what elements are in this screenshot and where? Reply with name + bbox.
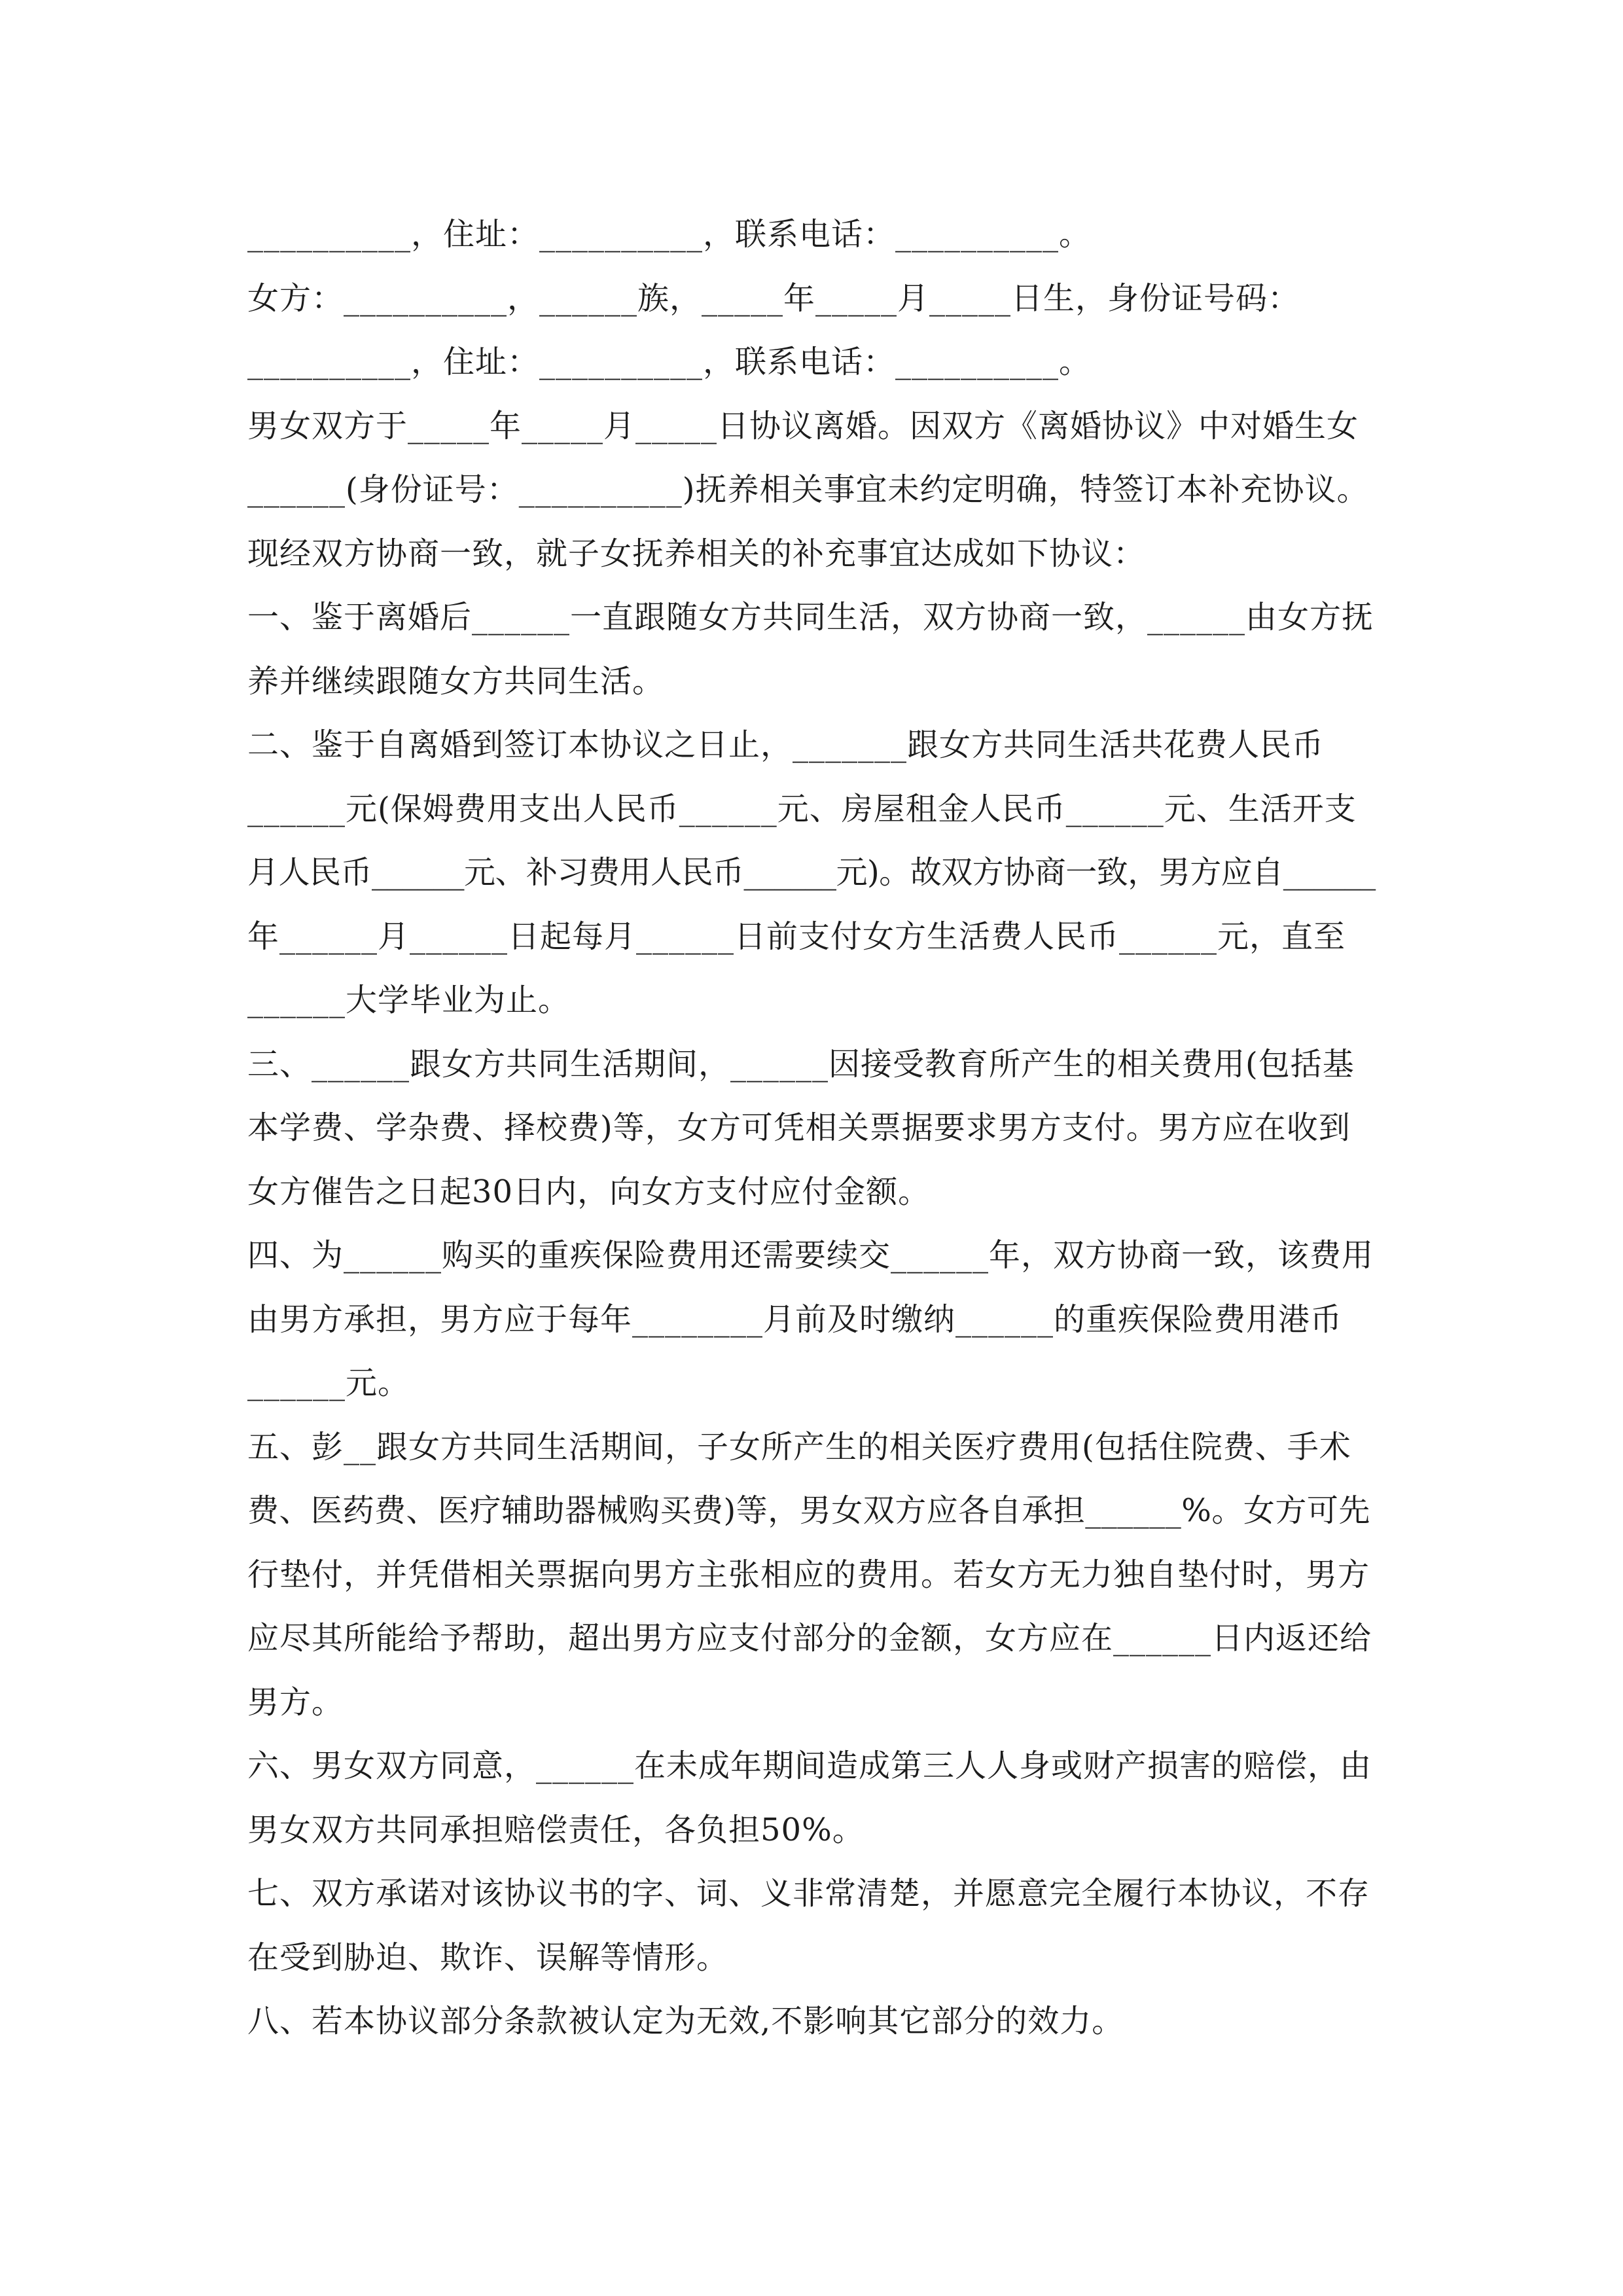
text-line: ______(身份证号：__________)抚养相关事宜未约定明确，特签订本补充协议。 [247,471,1369,508]
clause-7-line: 七、双方承诺对该协议书的字、词、义非常清楚，并愿意完全履行本协议，不存 [247,1875,1370,1912]
clause-8-line: 八、若本协议部分条款被认定为无效,不影响其它部分的效力。 [247,2003,1124,2039]
clause-4-line: 四、为______购买的重疾保险费用还需要续交______年，双方协商一致，该费用 [247,1237,1374,1274]
text-line: __________，住址：__________，联系电话：__________。 [247,344,1092,380]
clause-4-line: ______元。 [247,1365,410,1401]
text-line: 现经双方协商一致，就子女抚养相关的补充事宜达成如下协议： [247,535,1146,572]
clause-5-line: 费、医药费、医疗辅助器械购买费)等，男女双方应各自承担______%。女方可先 [247,1492,1370,1529]
clause-5-line: 五、彭__跟女方共同生活期间，子女所产生的相关医疗费用(包括住院费、手术 [247,1428,1351,1465]
clause-2-line: 二、鉴于自离婚到签订本协议之日止，_______跟女方共同生活共花费人民币 [247,726,1325,763]
clause-2-line: ______元(保姆费用支出人民币______元、房屋租金人民币______元、生活开支 [247,790,1357,827]
clause-2-line: ______大学毕业为止。 [247,982,571,1018]
clause-5-line: 行垫付，并凭借相关票据向男方主张相应的费用。若女方无力独自垫付时，男方 [247,1556,1370,1593]
clause-1-line: 一、鉴于离婚后______一直跟随女方共同生活，双方协商一致，______由女方抚 [247,599,1374,636]
text-line: 男女双方于_____年_____月_____日协议离婚。因双方《离婚协议》中对婚生女 [247,407,1359,444]
clause-6-line: 六、男女双方同意，______在未成年期间造成第三人人身或财产损害的赔偿，由 [247,1748,1372,1784]
clause-5-line: 应尽其所能给予帮助，超出男方应支付部分的金额，女方应在______日内返还给 [247,1620,1372,1657]
clause-3-line: 三、______跟女方共同生活期间，______因接受教育所产生的相关费用(包括基 [247,1045,1355,1083]
clause-3-line: 本学费、学杂费、择校费)等，女方可凭相关票据要求男方支付。男方应在收到 [247,1109,1351,1146]
text-line: 女方：__________，______族，_____年_____月_____日生，身份证号码： [247,279,1300,317]
text-line: __________，住址：__________，联系电话：__________。 [247,216,1092,253]
clause-4-line: 由男方承担，男方应于每年________月前及时缴纳______的重疾保险费用港币 [247,1300,1343,1338]
clause-1-line: 养并继续跟随女方共同生活。 [247,662,665,700]
agreement-body [247,203,1380,2054]
clause-7-line: 在受到胁迫、欺诈、误解等情形。 [247,1939,729,1976]
clause-2-line: 年______月______日起每月______日前支付女方生活费人民币______元，直至 [247,918,1346,955]
clause-3-line: 女方催告之日起30日内，向女方支付应付金额。 [247,1173,931,1210]
clause-5-line: 男方。 [247,1683,344,1721]
clause-6-line: 男女双方共同承担赔偿责任，各负担50%。 [247,1811,865,1848]
clause-2-line: 月人民币______元、补习费用人民币______元)。故双方协商一致，男方应自______ [247,854,1376,891]
